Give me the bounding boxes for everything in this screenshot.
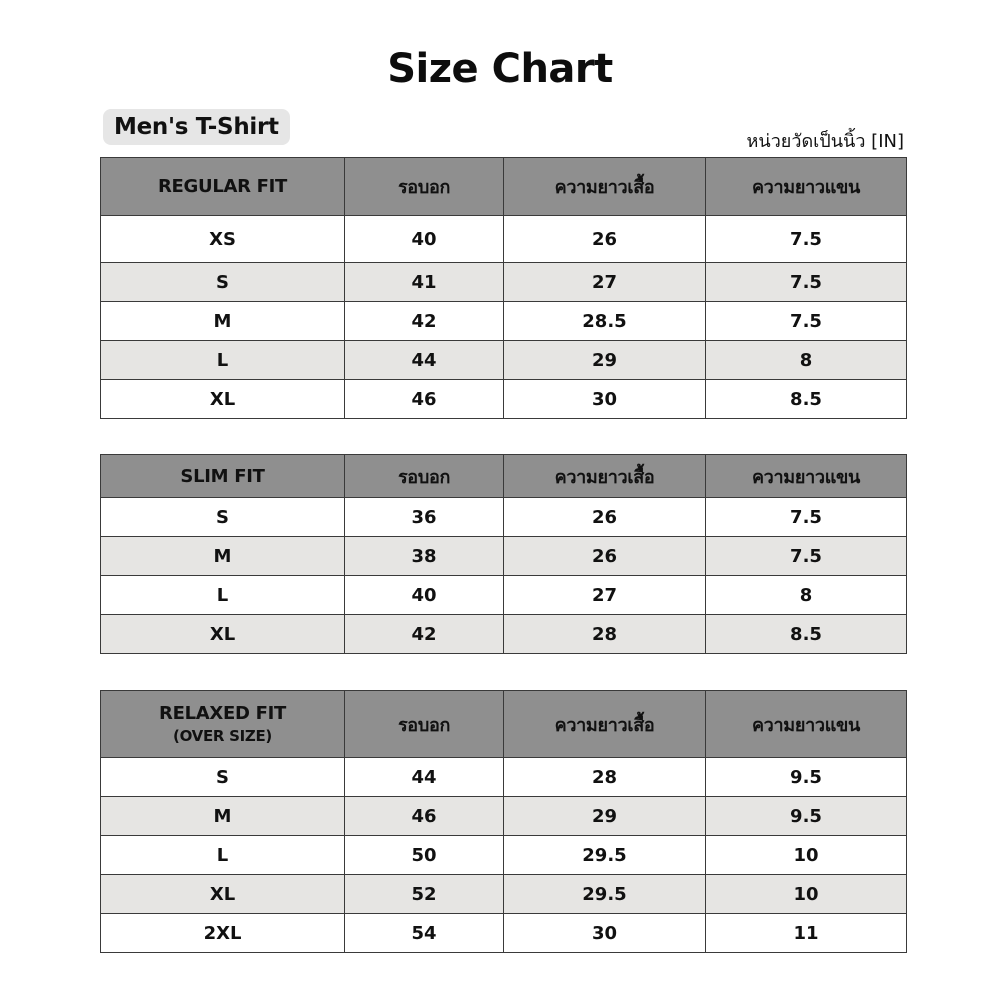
- chest-cell: 52: [345, 875, 504, 914]
- regular-fit-table: [100, 157, 907, 419]
- sleeve-cell: 8: [706, 341, 907, 380]
- chest-cell: 42: [345, 302, 504, 341]
- slim-fit-table: [100, 454, 907, 654]
- table-row: [101, 615, 907, 654]
- size-cell: S: [101, 498, 345, 537]
- shirt-length-header: ความยาวเสื้อ: [504, 691, 706, 758]
- table-row: [101, 302, 907, 341]
- table-row: [101, 875, 907, 914]
- sleeve-cell: 7.5: [706, 216, 907, 263]
- chest-cell: 36: [345, 498, 504, 537]
- table-row: [101, 380, 907, 419]
- chest-cell: 46: [345, 380, 504, 419]
- size-cell: XL: [101, 380, 345, 419]
- sleeve-cell: 9.5: [706, 797, 907, 836]
- table-header-row: [101, 691, 907, 758]
- shirt-length-header: ความยาวเสื้อ: [504, 455, 706, 498]
- sleeve-cell: 7.5: [706, 263, 907, 302]
- length-cell: 26: [504, 537, 706, 576]
- chest-cell: 38: [345, 537, 504, 576]
- fit-name: REGULAR FIT: [157, 176, 288, 197]
- sleeve-cell: 9.5: [706, 758, 907, 797]
- length-cell: 26: [504, 216, 706, 263]
- shirt-length-header: ความยาวเสื้อ: [504, 158, 706, 216]
- sleeve-cell: 11: [706, 914, 907, 953]
- fit-name: SLIM FIT: [180, 465, 265, 487]
- chest-cell: 44: [345, 758, 504, 797]
- chest-cell: 40: [345, 576, 504, 615]
- length-cell: 28: [504, 615, 706, 654]
- unit-note: หน่วยวัดเป็นนิ้ว [IN]: [746, 131, 904, 152]
- size-cell: M: [101, 537, 345, 576]
- sleeve-cell: 8: [706, 576, 907, 615]
- table-row: [101, 537, 907, 576]
- table-row: [101, 836, 907, 875]
- size-cell: L: [101, 836, 345, 875]
- fit-subtitle: (OVER SIZE): [173, 727, 272, 745]
- fit-header: [101, 691, 345, 758]
- chest-cell: 50: [345, 836, 504, 875]
- table-row: [101, 797, 907, 836]
- chest-header: รอบอก: [345, 158, 504, 216]
- fit-name: RELAXED FIT: [159, 703, 286, 724]
- sleeve-cell: 7.5: [706, 537, 907, 576]
- table-row: [101, 216, 907, 263]
- chest-cell: 44: [345, 341, 504, 380]
- length-cell: 28.5: [504, 302, 706, 341]
- sleeve-length-header: ความยาวแขน: [706, 158, 907, 216]
- chest-cell: 41: [345, 263, 504, 302]
- sleeve-cell: 7.5: [706, 302, 907, 341]
- length-cell: 30: [504, 380, 706, 419]
- fit-header: [101, 158, 345, 216]
- size-cell: XL: [101, 875, 345, 914]
- table-row: [101, 498, 907, 537]
- length-cell: 27: [504, 576, 706, 615]
- length-cell: 30: [504, 914, 706, 953]
- page-title: Size Chart: [387, 46, 613, 92]
- size-cell: M: [101, 302, 345, 341]
- table-header-row: [101, 158, 907, 216]
- chest-cell: 40: [345, 216, 504, 263]
- length-cell: 27: [504, 263, 706, 302]
- table-row: [101, 576, 907, 615]
- sleeve-cell: 8.5: [706, 380, 907, 419]
- length-cell: 29.5: [504, 875, 706, 914]
- size-cell: S: [101, 263, 345, 302]
- sleeve-cell: 10: [706, 836, 907, 875]
- chest-cell: 46: [345, 797, 504, 836]
- chest-cell: 42: [345, 615, 504, 654]
- sleeve-length-header: ความยาวแขน: [706, 691, 907, 758]
- table-row: [101, 263, 907, 302]
- fit-header: [101, 455, 345, 498]
- size-cell: S: [101, 758, 345, 797]
- sleeve-length-header: ความยาวแขน: [706, 455, 907, 498]
- length-cell: 29: [504, 797, 706, 836]
- table-row: [101, 341, 907, 380]
- chest-cell: 54: [345, 914, 504, 953]
- length-cell: 29.5: [504, 836, 706, 875]
- sleeve-cell: 8.5: [706, 615, 907, 654]
- sleeve-cell: 7.5: [706, 498, 907, 537]
- table-row: [101, 914, 907, 953]
- size-cell: XS: [101, 216, 345, 263]
- table-row: [101, 758, 907, 797]
- chest-header: รอบอก: [345, 691, 504, 758]
- sleeve-cell: 10: [706, 875, 907, 914]
- size-cell: XL: [101, 615, 345, 654]
- size-cell: 2XL: [101, 914, 345, 953]
- size-cell: M: [101, 797, 345, 836]
- size-cell: L: [101, 576, 345, 615]
- size-cell: L: [101, 341, 345, 380]
- product-badge: Men's T-Shirt: [103, 109, 290, 145]
- relaxed-fit-table: [100, 690, 907, 953]
- length-cell: 29: [504, 341, 706, 380]
- length-cell: 28: [504, 758, 706, 797]
- table-header-row: [101, 455, 907, 498]
- length-cell: 26: [504, 498, 706, 537]
- chest-header: รอบอก: [345, 455, 504, 498]
